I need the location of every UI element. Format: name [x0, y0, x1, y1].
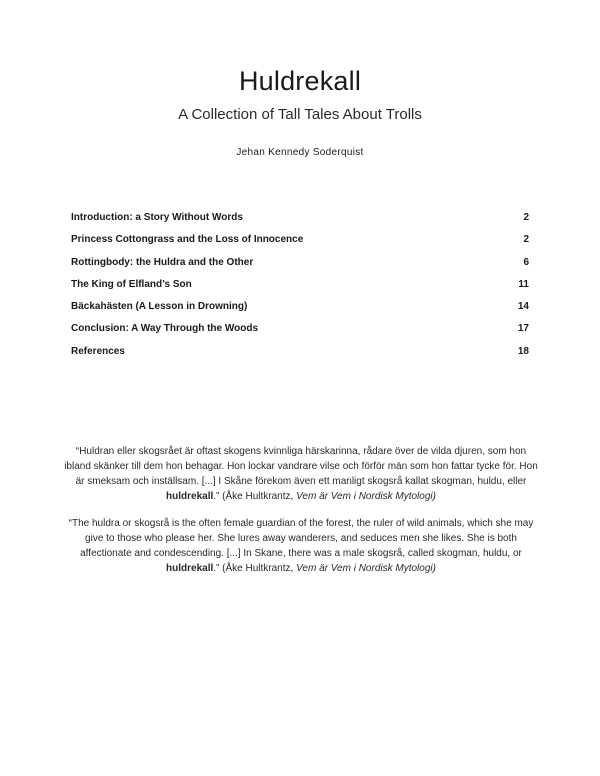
toc-entry-label: Rottingbody: the Huldra and the Other [71, 256, 254, 268]
toc-entry-label: The King of Elfland’s Son [71, 278, 192, 290]
table-of-contents [71, 212, 529, 368]
toc-entry-page: 17 [517, 323, 529, 335]
toc-entry-page: 11 [518, 278, 529, 290]
toc-entry[interactable] [71, 346, 529, 368]
quote-source: Vem är Vem i Nordisk Mytologi) [296, 491, 436, 502]
swedish-epigraph [64, 444, 538, 504]
quote-attribution: .” (Åke Hultkrantz, [213, 563, 297, 574]
quote-attribution: .” (Åke Hultkrantz, [213, 491, 297, 502]
toc-entry[interactable] [71, 257, 529, 279]
toc-entry-page: 14 [517, 301, 529, 313]
toc-entry-label: Introduction: a Story Without Words [71, 212, 243, 223]
english-epigraph [64, 516, 538, 576]
toc-entry[interactable] [71, 279, 529, 301]
toc-entry-label: Princess Cottongrass and the Loss of Innocence [71, 234, 304, 246]
toc-entry-page: 18 [517, 345, 529, 357]
toc-entry-page: 2 [523, 234, 529, 246]
toc-entry-page: 6 [523, 256, 529, 268]
toc-entry-label: Bäckahästen (A Lesson in Drowning) [71, 301, 248, 313]
quote-text: “The huldra or skogsrå is the often female guardian of the forest, the ruler of wild animals, which she may give to those who please her. She lures away wanderers, and seduces men she likes. She is both affectionate and condescending. [...] In Skane, there was a male skogsrå, called skogman, huldu, or [68, 518, 534, 559]
toc-entry-label: References [71, 345, 125, 357]
toc-entry[interactable] [71, 234, 529, 256]
toc-entry-label: Conclusion: A Way Through the Woods [71, 323, 259, 335]
author-name: Jehan Kennedy Soderquist [236, 147, 364, 158]
quote-source: Vem är Vem i Nordisk Mytologi) [296, 563, 436, 574]
document-title: Huldrekall [238, 66, 362, 96]
toc-entry[interactable] [71, 301, 529, 323]
quote-bold-term: huldrekall [166, 491, 214, 502]
quote-bold-term: huldrekall [166, 563, 214, 574]
toc-entry-page: 2 [523, 212, 529, 223]
toc-entry[interactable] [71, 212, 529, 234]
document-subtitle: A Collection of Tall Tales About Trolls [178, 106, 422, 123]
toc-entry[interactable] [71, 323, 529, 345]
quote-text: “Huldran eller skogsrået är oftast skogens kvinnliga härskarinna, rådare över de vilda djuren, som hon ibland skänker till dem hon behagar. Hon lockar vandrare vilse och förför män som hon fattar tycke för. Hon är smeksam och inställsam. [...] I Skåne förekom även ett manligt skogsrå kallat skogman, huldu, eller [64, 446, 538, 487]
